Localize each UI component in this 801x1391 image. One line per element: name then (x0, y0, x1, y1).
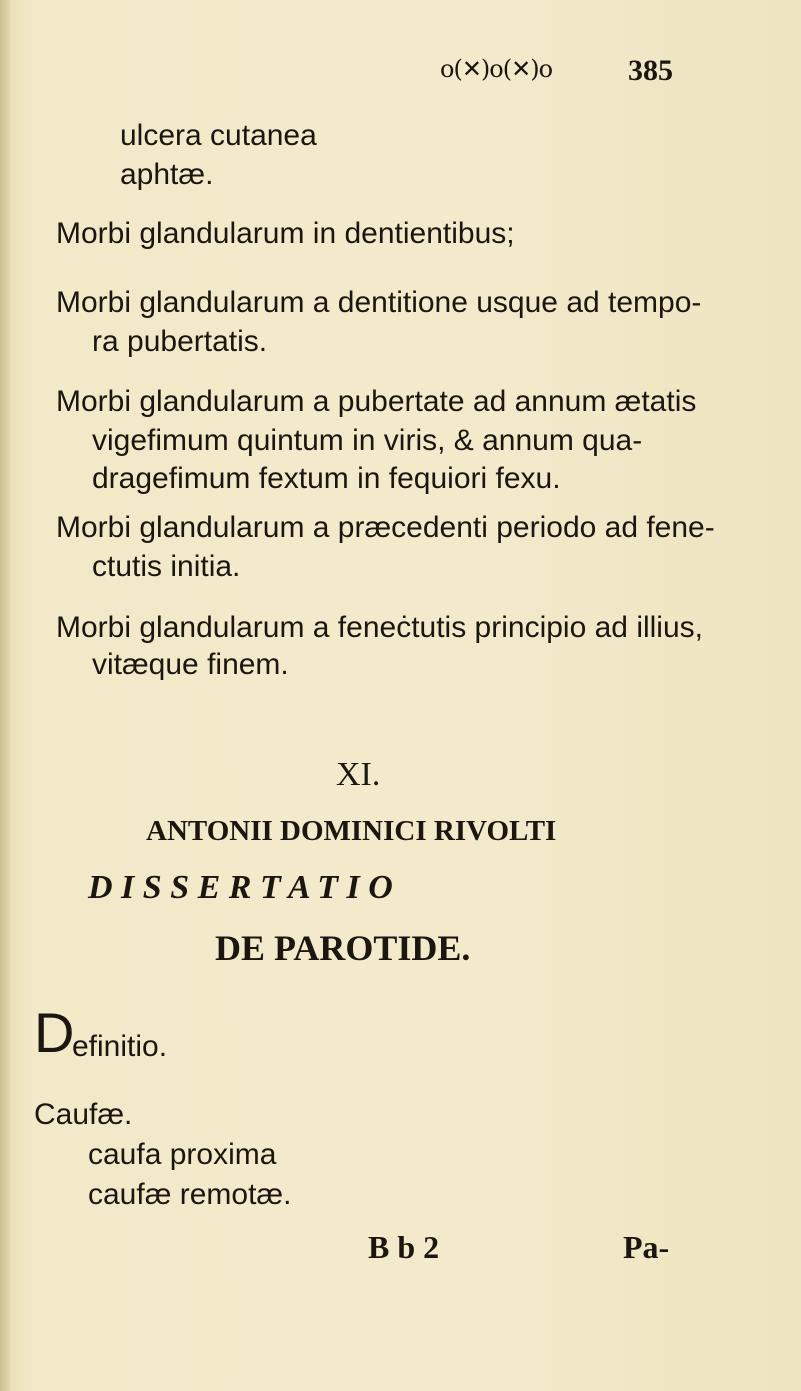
text-line: vigefimum quintum in viris, & annum qua- (92, 424, 643, 457)
catchword: Pa- (623, 1229, 670, 1265)
causae-remotae: caufæ remotæ. (88, 1178, 292, 1211)
text-line: ulcera cutanea (120, 119, 317, 152)
text-line: Morbi glandularum a præcedenti periodo ad fene- (56, 511, 715, 544)
dissertation-title: D I S S E R T A T I O (88, 869, 393, 906)
text-line: Morbi glandularum in dentientibus; (56, 217, 515, 250)
causa-proxima: caufa proxima (88, 1138, 277, 1171)
definitio-heading: efinitio. (72, 1030, 168, 1063)
text-line: Morbi glandularum a pubertate ad annum ætatis (56, 385, 697, 418)
header-ornament: ο(✕)ο(✕)ο (440, 55, 553, 83)
text-line: aphtæ. (120, 158, 214, 191)
text-line: Morbi glandularum a feneċtutis principio ad illius, (56, 611, 703, 644)
section-number: XI. (336, 756, 381, 793)
text-line: Morbi glandularum a dentitione usque ad tempo- (56, 286, 702, 319)
text-line: vitæque finem. (92, 648, 289, 681)
author-name: ANTONII DOMINICI RIVOLTI (146, 815, 557, 847)
page-number: 385 (628, 54, 673, 87)
dissertation-subtitle: DE PAROTIDE. (215, 928, 471, 968)
text-line: ra pubertatis. (92, 325, 268, 358)
drop-cap: D (34, 1001, 75, 1064)
text-line: dragefimum fextum in fequiori fexu. (92, 462, 561, 495)
causae-heading: Caufæ. (34, 1098, 133, 1131)
text-line: ctutis initia. (92, 550, 241, 583)
signature-mark: B b 2 (368, 1229, 440, 1265)
page-edge (0, 0, 10, 1391)
